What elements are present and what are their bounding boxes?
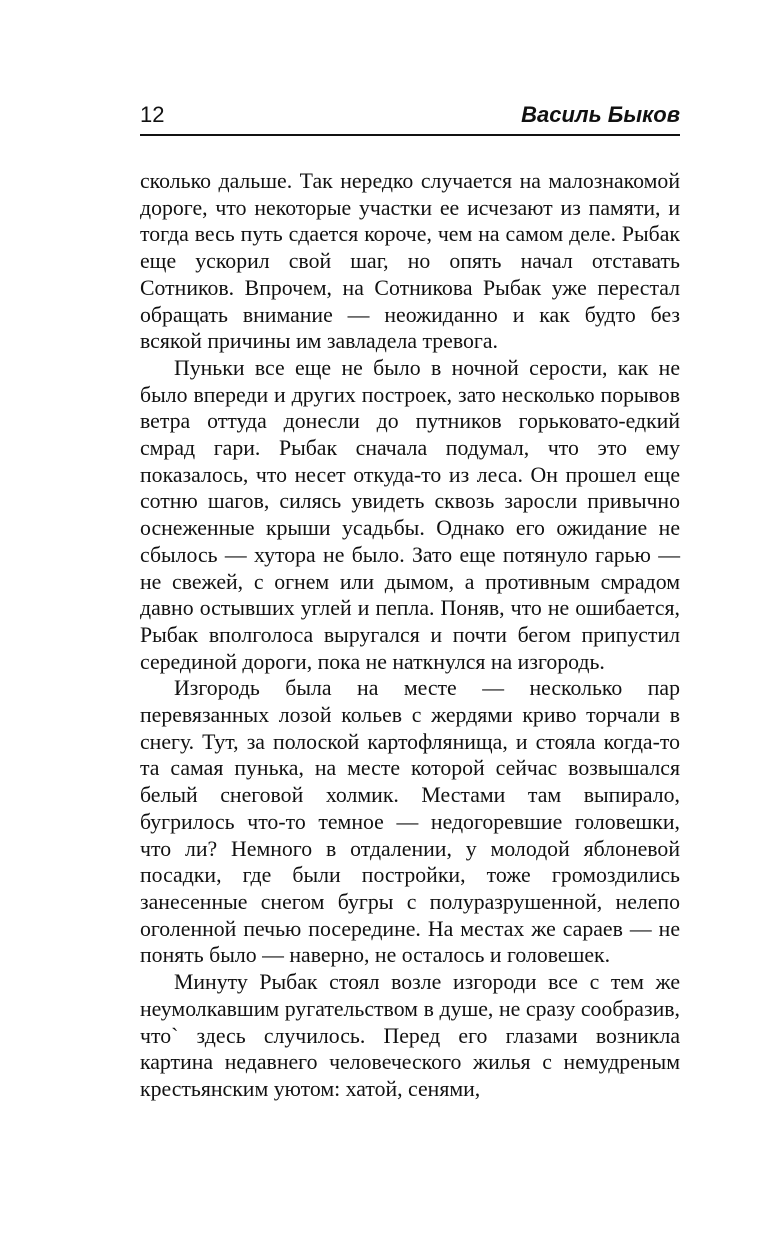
- running-head: [140, 98, 680, 136]
- body-text: [140, 168, 680, 1103]
- paragraph: Пуньки все еще не было в ночной серости, как не было впереди и других построек, зато несколько порывов ветра оттуда донесли до путников горьковато-едкий смрад гари. Рыбак сначала подумал, что это ему показалось, что несет откуда-то из леса. Он прошел еще сотню шагов, силясь увидеть сквозь заросли привычно оснеженные крыши усадьбы. Однако его ожидание не сбылось — хутора не было. Зато еще потянуло гарью — не свежей, с огнем или дымом, а противным смрадом давно остывших углей и пепла. Поняв, что не ошибается, Рыбак вполголоса выругался и почти бегом припустил серединой дороги, пока не наткнулся на изгородь.: [140, 355, 680, 674]
- page-number: 12: [140, 102, 165, 127]
- paragraph-continued: сколько дальше. Так нередко случается на малознакомой дороге, что некоторые участки ее исчезают из памяти, и тогда весь путь сдается короче, чем на самом деле. Рыбак еще ускорил свой шаг, но опять начал отставать Сотников. Впрочем, на Сотникова Рыбак уже перестал обращать внимание — неожиданно и как будто без всякой причины им завладела тревога.: [140, 169, 680, 354]
- paragraph: Минуту Рыбак стоял возле изгороди все с тем же неумолкавшим ругательством в душе, не сразу сообразив, что` здесь случилось. Перед его глазами возникла картина недавнего человеческого жилья с немудреным крестьянским уютом: хатой, сенями,: [140, 970, 680, 1101]
- book-page: [140, 98, 680, 1103]
- paragraph: Изгородь была на месте — несколько пар перевязанных лозой кольев с жердями криво торчали в снегу. Тут, за полоской картофлянища, и стояла когда-то та самая пунька, на месте которой сейчас возвышался белый снеговой холмик. Местами там выпирало, бугрилось что-то темное — недогоревшие головешки, что ли? Немного в отдалении, у молодой яблоневой посадки, где были постройки, тоже громоздились занесенные снегом бугры с полуразрушенной, нелепо оголенной печью посередине. На местах же сараев — не понять было — наверно, не осталось и головешек.: [140, 676, 680, 968]
- running-title-author: Василь Быков: [521, 102, 680, 127]
